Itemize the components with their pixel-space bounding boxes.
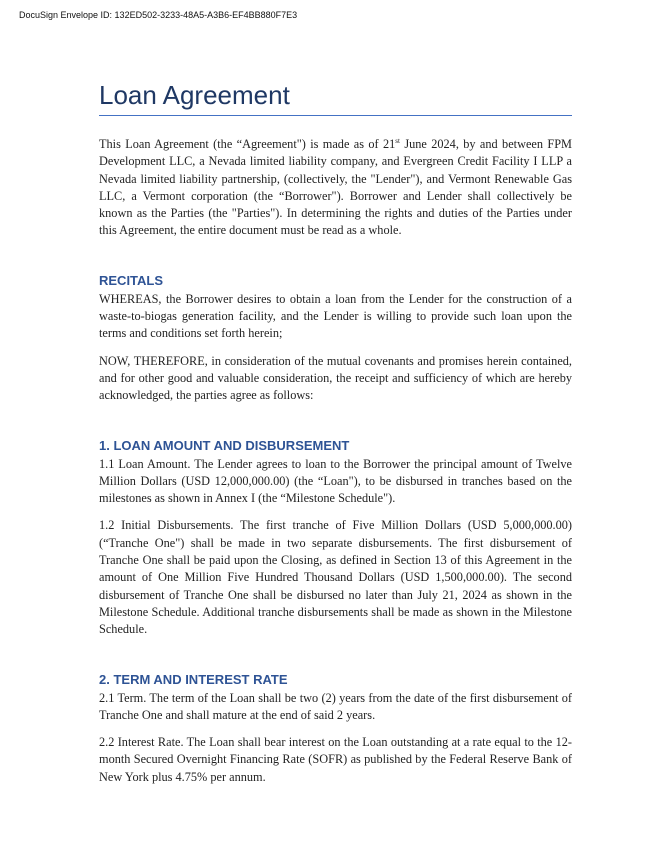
paragraph: 1.1 Loan Amount. The Lender agrees to loan to the Borrower the principal amount of Twelve Million Dollars (USD 12,000,000.00) (the “Loan"), to be disbursed in tranches based on the milestones as shown in Annex I (the “Milestone Schedule"). xyxy=(99,456,572,506)
paragraph: 2.1 Term. The term of the Loan shall be two (2) years from the date of the first disbursement of Tranche One and shall mature at the end of said 2 years. xyxy=(99,690,572,722)
envelope-id: DocuSign Envelope ID: 132ED502-3233-48A5-A3B6-EF4BB880F7E3 xyxy=(19,10,298,20)
document-title: Loan Agreement xyxy=(99,80,572,116)
paragraph: NOW, THEREFORE, in consideration of the mutual covenants and promises herein contained, and for other good and valuable consideration, the receipt and sufficiency of which are hereby acknowledged, the parties agree as follows: xyxy=(99,353,572,403)
ordinal-suffix: st xyxy=(395,136,400,145)
paragraph: WHEREAS, the Borrower desires to obtain a loan from the Lender for the construction of a waste-to-biogas generation facility, and the Lender is willing to provide such loan upon the terms and conditions set forth herein; xyxy=(99,291,572,341)
paragraph: 2.2 Interest Rate. The Loan shall bear interest on the Loan outstanding at a rate equal to the 12-month Secured Overnight Financing Rate (SOFR) as published by the Federal Reserve Bank of New York plus 4.75% per annum. xyxy=(99,735,572,784)
intro-text: This Loan Agreement (the “Agreement") is made as of 21 xyxy=(99,137,396,151)
paragraph: 1.2 Initial Disbursements. The first tranche of Five Million Dollars (USD 5,000,000.00) (“Tranche One") shall be made in two separate disbursements. The first disbursement of Tranche One shall be paid upon the Closing, as defined in Section 13 of this Agreement in the amount of One Million Five Hundred Thousand Dollars (USD 1,500,000.00). The second disbursement of Tranche One shall be disbursed no later than July 21, 2024 as shown in the Milestone Schedule. Additional tranche disbursements shall be made as shown in the Milestone Schedule. xyxy=(99,518,572,637)
section-heading-recitals: RECITALS xyxy=(99,272,164,288)
intro-text-cont: June 2024, by and between FPM Development LLC, a Nevada limited liability company, and Evergreen Credit Facility I LLP a Nevada limited liability partnership, (collectively, the "Lender"), and Vermont Renewable Gas LLC, a Vermont corporation (the “Borrower"). Borrower and Lender shall collectively be known as the Parties (the "Parties"). In determining the rights and duties of the Parties under this Agreement, the entire document must be read as a whole. xyxy=(99,137,572,238)
document-page xyxy=(99,80,572,786)
section-heading-loan-amount: 1. LOAN AMOUNT AND DISBURSEMENT xyxy=(99,437,350,453)
section-heading-term: 2. TERM AND INTEREST RATE xyxy=(99,671,288,687)
intro-paragraph xyxy=(99,136,572,240)
